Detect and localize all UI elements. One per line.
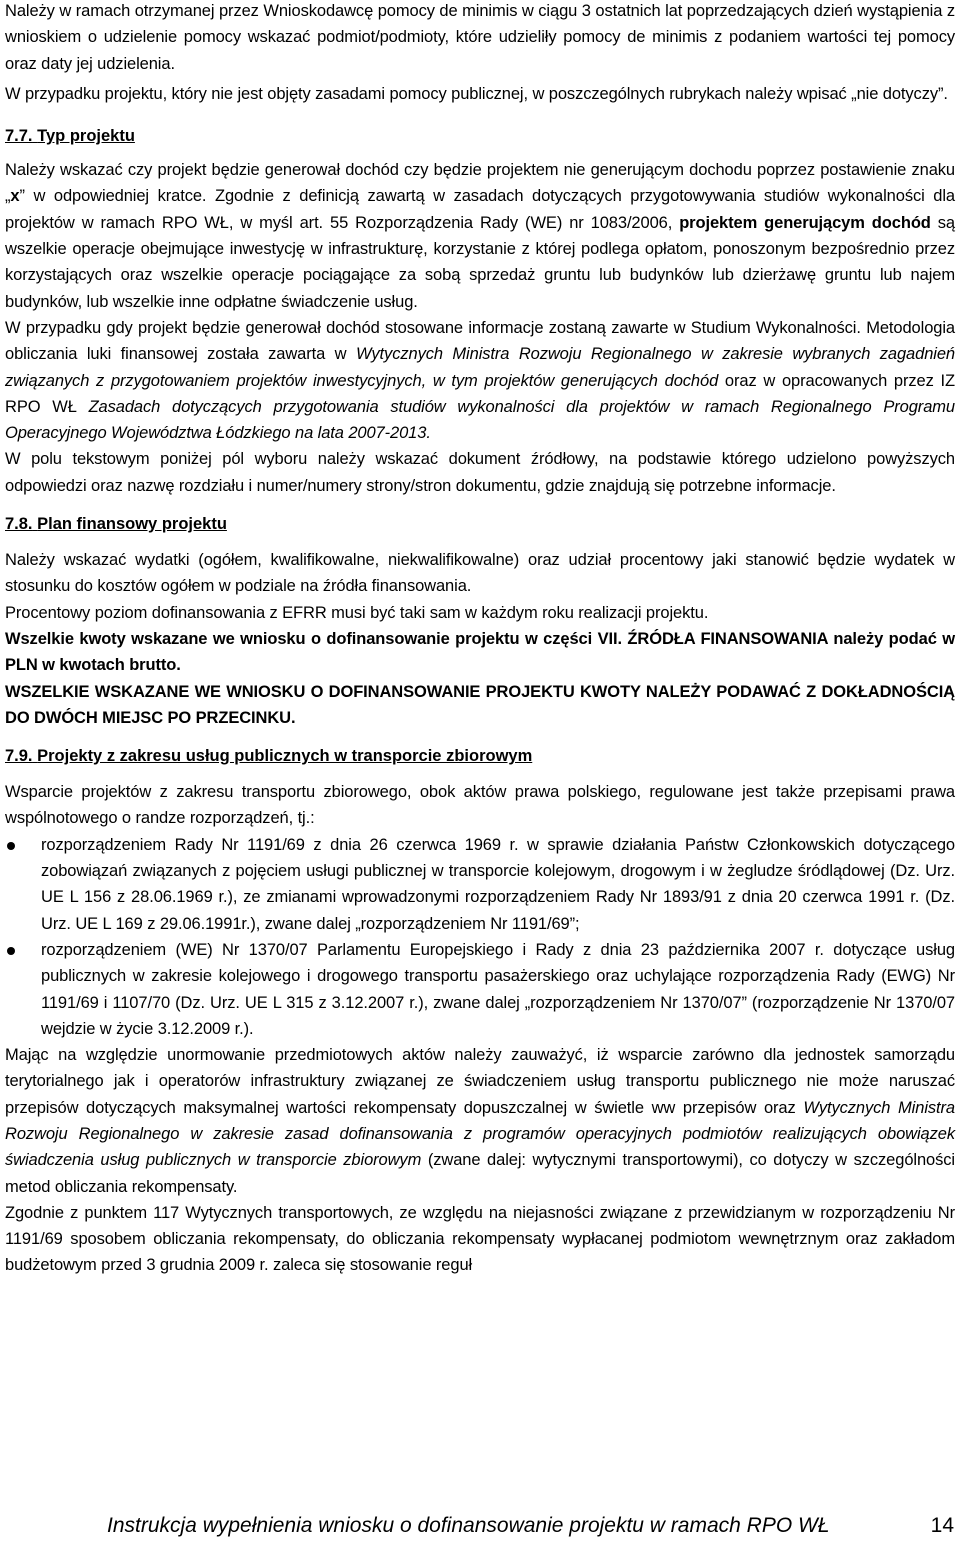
section-7-9-title: Projekty z zakresu usług publicznych w transporcie zbiorowym [37, 747, 533, 766]
footer-title: Instrukcja wypełnienia wniosku o dofinansowanie projektu w ramach RPO WŁ [107, 1514, 830, 1537]
section-7-8-paragraph-4: WSZELKIE WSKAZANE WE WNIOSKU O DOFINANSOWANIE PROJEKTU KWOTY NALEŻY PODAWAĆ Z DOKŁADNOŚCIĄ DO DWÓCH MIEJSC PO PRZECINKU. [5, 682, 955, 727]
page-footer [0, 1510, 960, 1540]
section-7-7-paragraph-1: Należy wskazać czy projekt będzie generował dochód czy będzie projektem nie generującym dochodu poprzez postawienie znaku „x” w odpowiedniej kratce. Zgodnie z definicją zawartą w zasadach dotyczących przygotowywania studiów wykonalności dla projektów w ramach RPO WŁ, w myśl art. 55 Rozporządzenia Rady (WE) nr 1083/2006, projektem generującym dochód są wszelkie operacje obejmujące inwestycję w infrastrukturę, korzystanie z której podlega opłatom, ponoszonym bezpośrednio przez korzystających oraz wszelkie operacje pociągające za sobą sprzedaż gruntu lub budynków lub dzierżawę gruntu lub najem budynków, lub wszelkie inne odpłatne świadczenie usług. [5, 161, 955, 311]
document-page [5, 0, 955, 1279]
regulations-list [5, 832, 955, 1042]
section-7-8-paragraph-3: Wszelkie kwoty wskazane we wniosku o dofinansowanie projektu w części VII. ŹRÓDŁA FINANSOWANIA należy podać w PLN w kwotach brutto. [5, 629, 955, 675]
rules-reference: Zasadach dotyczących przygotowania studiów wykonalności dla projektów w ramach Regionalnego Programu Operacyjnego Województwa Łódzkiego na lata 2007-2013. [5, 397, 955, 443]
guidelines-reference: Wytycznych Ministra Rozwoju Regionalnego w zakresie wybranych zagadnień związanych z przygotowaniem projektów inwestycyjnych, w tym projektów generujących dochód [5, 345, 956, 390]
page-number: 14 [930, 1514, 954, 1537]
bullet-icon [7, 947, 15, 955]
section-7-9-paragraph-1: Wsparcie projektów z zakresu transportu zbiorowego, obok aktów prawa polskiego, regulowane jest także przepisami prawa wspólnotowego o randze rozporządzeń, tj.: [5, 783, 955, 828]
section-7-9-paragraph-2: Mając na względzie unormowanie przedmiotowych aktów należy zauważyć, iż wsparcie zarówno dla jednostek samorządu terytorialnego jak i operatorów infrastruktury związanej ze świadczeniem usług transportu publicznego nie może naruszać przepisów dotyczących maksymalnej wartości rekompensaty dopuszczalnej w świetle ww przepisów oraz Wytycznych Ministra Rozwoju Regionalnego w zakresie zasad dofinansowania z programów operacyjnych podmiotów realizujących obowiązek świadczenia usług publicznych w transporcie zbiorowym (zwane dalej: wytycznymi transportowymi), co dotyczy w szczególności metod obliczania rekompensaty. [5, 1046, 955, 1196]
defined-term: projektem generującym dochód [679, 213, 931, 232]
section-7-7-paragraph-3: W polu tekstowym poniżej pól wyboru należy wskazać dokument źródłowy, na podstawie którego udzielono powyższych odpowiedzi oraz nazwę rozdziału i numer/numery strony/stron dokumentu, gdzie znajdują się potrzebne informacje. [5, 450, 955, 495]
section-7-9-number: 7.9. [5, 747, 33, 766]
list-item: rozporządzeniem (WE) Nr 1370/07 Parlamentu Europejskiego i Rady z dnia 23 października 2007 r. dotyczące usług publicznych w zakresie kolejowego i drogowego transportu pasażerskiego oraz uchylające rozporządzenia Rady (EWG) Nr 1191/69 i 1107/70 (Dz. Urz. UE L 315 z 3.12.2007 r.), zwane dalej „rozporządzeniem Nr 1370/07” (rozporządzenie Nr 1370/07 wejdzie w życie 3.12.2009 r.). [5, 937, 955, 1042]
checkbox-mark-x: x [10, 187, 20, 206]
intro-paragraph-1: Należy w ramach otrzymanej przez Wnioskodawcę pomocy de minimis w ciągu 3 ostatnich lat poprzedzających dzień wystąpienia z wnioskiem o udzielenie pomocy wskazać podmiot/podmioty, które udzieliły pomocy de minimis z podaniem wartości tej pomocy oraz daty jej udzielenia. [5, 2, 955, 73]
transport-guidelines-reference: Wytycznych Ministra Rozwoju Regionalnego w zakresie zasad dofinansowania z programów operacyjnych podmiotów realizujących obowiązek świadczenia usług publicznych w transporcie zbiorowym [5, 1098, 955, 1170]
section-7-7-number: 7.7. [5, 127, 33, 146]
section-7-7-heading [5, 123, 955, 149]
section-7-7-paragraph-2: W przypadku gdy projekt będzie generował dochód stosowane informacje zostaną zawarte w Studium Wykonalności. Metodologia obliczania luki finansowej została zawarta w Wytycznych Ministra Rozwoju Regionalnego w zakresie wybranych zagadnień związanych z przygotowaniem projektów inwestycyjnych, w tym projektów generujących dochód oraz w opracowanych przez IZ RPO WŁ Zasadach dotyczących przygotowania studiów wykonalności dla projektów w ramach Regionalnego Programu Operacyjnego Województwa Łódzkiego na lata 2007-2013. [5, 318, 956, 443]
section-7-7-title: Typ projektu [37, 127, 135, 146]
intro-paragraph-2: W przypadku projektu, który nie jest objęty zasadami pomocy publicznej, w poszczególnych rubrykach należy wpisać „nie dotyczy”. [5, 84, 948, 103]
section-7-8-title: Plan finansowy projektu [37, 515, 227, 534]
section-7-9-paragraph-3: Zgodnie z punktem 117 Wytycznych transportowych, ze względu na niejasności związane z przewidzianym w rozporządzeniu Nr 1191/69 sposobem obliczania rekompensaty, do obliczania rekompensaty wypłacanej podmiotom wewnętrznym oraz zakładom budżetowym przed 3 grudnia 2009 r. zaleca się stosowanie reguł [5, 1203, 955, 1275]
section-7-8-number: 7.8. [5, 515, 33, 534]
section-7-9-heading [5, 743, 955, 769]
section-7-8-paragraph-1: Należy wskazać wydatki (ogółem, kwalifikowalne, niekwalifikowalne) oraz udział procentowy jaki stanowić będzie wydatek w stosunku do kosztów ogółem w podziale na źródła finansowania. [5, 551, 955, 596]
list-item: rozporządzeniem Rady Nr 1191/69 z dnia 26 czerwca 1969 r. w sprawie działania Państw Członkowskich dotyczącego zobowiązań związanych z pojęciem usługi publicznej w transporcie kolejowym, drogowym i w żegludze śródlądowej (Dz. Urz. UE L 156 z 28.06.1969 r.), ze zmianami wprowadzonymi rozporządzeniem Rady Nr 1893/91 z dnia 20 czerwca 1991 r. (Dz. Urz. UE L 169 z 29.06.1991r.), zwane dalej „rozporządzeniem Nr 1191/69”; [5, 832, 955, 937]
section-7-8-heading [5, 511, 955, 537]
section-7-8-paragraph-2: Procentowy poziom dofinansowania z EFRR musi być taki sam w każdym roku realizacji projektu. [5, 603, 709, 622]
bullet-icon [7, 842, 15, 850]
